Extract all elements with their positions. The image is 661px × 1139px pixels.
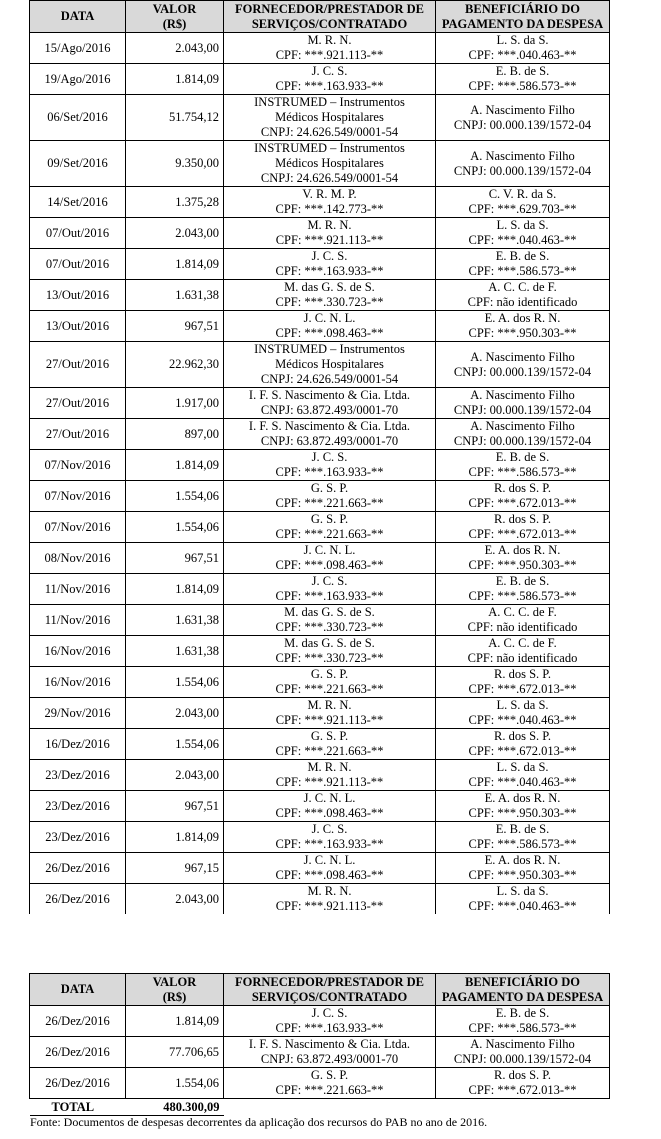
table-row: [30, 1068, 610, 1099]
row-beneficiary: [436, 64, 610, 95]
beneficiary-line: CPF: ***.040.463-**: [468, 775, 577, 789]
expenses-table-1: [29, 0, 610, 914]
row-value: 1.814,09: [126, 822, 224, 853]
beneficiary-line: CPF: ***.672.013-**: [468, 1083, 577, 1097]
row-beneficiary: [436, 698, 610, 729]
row-date: 26/Dez/2016: [30, 1037, 126, 1068]
row-value: 1.554,06: [126, 729, 224, 760]
row-beneficiary: [436, 95, 610, 141]
total-label: TOTAL: [30, 1099, 126, 1116]
supplier-line: J. C. N. L.: [303, 791, 356, 805]
header-value: VALOR (R$): [126, 974, 224, 1006]
beneficiary-line: CNPJ: 00.000.139/1572-04: [453, 163, 592, 178]
supplier-line: G. S. P.: [310, 512, 349, 526]
supplier-line: CPF: ***.221.663-**: [275, 527, 384, 541]
row-supplier: [224, 884, 436, 915]
total-row: [30, 1099, 610, 1116]
beneficiary-line: CPF: ***.586.573-**: [468, 79, 577, 93]
beneficiary-line: R. dos S. P.: [494, 667, 551, 681]
beneficiary-line: CPF: ***.040.463-**: [468, 48, 577, 62]
row-beneficiary: [436, 419, 610, 450]
row-date: 06/Set/2016: [30, 95, 126, 141]
supplier-line: CPF: ***.098.463-**: [275, 868, 384, 882]
supplier-line: CPF: ***.330.723-**: [275, 620, 384, 634]
supplier-line: CPF: ***.098.463-**: [275, 806, 384, 820]
table-row: [30, 481, 610, 512]
beneficiary-line: E. A. dos R. N.: [484, 853, 561, 867]
supplier-line: INSTRUMED – Instrumentos: [254, 342, 405, 356]
supplier-line: M. R. N.: [307, 698, 352, 712]
row-beneficiary: [436, 667, 610, 698]
table-row: [30, 698, 610, 729]
row-supplier: [224, 64, 436, 95]
row-value: 1.554,06: [126, 512, 224, 543]
row-beneficiary: [436, 249, 610, 280]
beneficiary-line: CPF: ***.672.013-**: [468, 496, 577, 510]
beneficiary-line: L. S. da S.: [496, 884, 549, 898]
row-date: 07/Nov/2016: [30, 481, 126, 512]
supplier-line: INSTRUMED – Instrumentos: [254, 95, 405, 109]
row-date: 11/Nov/2016: [30, 605, 126, 636]
source-note: Fonte: Documentos de despesas decorrentes da aplicação dos recursos do PAB no ano de 2016.: [30, 1115, 488, 1129]
supplier-line: J. C. N. L.: [303, 543, 356, 557]
header-row: [30, 974, 610, 1006]
supplier-line: J. C. N. L.: [303, 853, 356, 867]
row-date: 27/Out/2016: [30, 419, 126, 450]
supplier-line: CPF: ***.163.933-**: [275, 1021, 384, 1035]
supplier-line: CNPJ: 63.872.493/0001-70: [260, 1052, 399, 1066]
supplier-line: CNPJ: 24.626.549/0001-54: [260, 372, 399, 386]
row-beneficiary: [436, 760, 610, 791]
supplier-line: CPF: ***.163.933-**: [275, 79, 384, 93]
row-beneficiary: [436, 543, 610, 574]
table-row: [30, 33, 610, 64]
supplier-line: M. R. N.: [307, 884, 352, 898]
header-date: DATA: [30, 974, 126, 1006]
supplier-line: CPF: ***.330.723-**: [275, 295, 384, 309]
beneficiary-line: CNPJ: 00.000.139/1572-04: [453, 403, 592, 417]
row-value: 77.706,65: [126, 1037, 224, 1068]
table-row: [30, 512, 610, 543]
row-beneficiary: [436, 481, 610, 512]
row-beneficiary: [436, 450, 610, 481]
row-beneficiary: [436, 187, 610, 218]
row-date: 13/Out/2016: [30, 311, 126, 342]
row-date: 26/Dez/2016: [30, 1068, 126, 1099]
supplier-line: INSTRUMED – Instrumentos: [254, 141, 405, 155]
row-date: 13/Out/2016: [30, 280, 126, 311]
beneficiary-line: CPF: ***.950.303-**: [468, 326, 577, 340]
total-value: 480.300,09: [126, 1099, 224, 1116]
beneficiary-line: CPF: ***.672.013-**: [468, 744, 577, 758]
row-supplier: [224, 667, 436, 698]
beneficiary-line: R. dos S. P.: [494, 729, 551, 743]
row-date: 23/Dez/2016: [30, 791, 126, 822]
beneficiary-line: CPF: ***.586.573-**: [468, 837, 577, 851]
supplier-line: M. das G. S. de S.: [284, 636, 375, 650]
row-supplier: [224, 1006, 436, 1037]
row-value: 2.043,00: [126, 33, 224, 64]
table-row: [30, 342, 610, 388]
beneficiary-line: L. S. da S.: [496, 218, 549, 232]
row-date: 07/Out/2016: [30, 249, 126, 280]
beneficiary-line: E. B. de S.: [495, 64, 550, 78]
row-beneficiary: [436, 388, 610, 419]
table-row: [30, 791, 610, 822]
supplier-line: J. C. S.: [311, 64, 348, 78]
row-date: 23/Dez/2016: [30, 760, 126, 791]
row-date: 09/Set/2016: [30, 141, 126, 187]
supplier-line: J. C. S.: [311, 822, 348, 836]
row-date: 29/Nov/2016: [30, 698, 126, 729]
supplier-line: J. C. S.: [311, 574, 348, 588]
beneficiary-line: CPF: ***.586.573-**: [468, 1021, 577, 1035]
supplier-line: CPF: ***.221.663-**: [275, 682, 384, 696]
table-row: [30, 64, 610, 95]
row-beneficiary: [436, 605, 610, 636]
header-value: VALOR (R$): [126, 1, 224, 33]
row-beneficiary: [436, 218, 610, 249]
row-beneficiary: [436, 729, 610, 760]
table-row: [30, 1037, 610, 1068]
row-value: 897,00: [126, 419, 224, 450]
beneficiary-line: A. Nascimento Filho: [470, 419, 575, 433]
beneficiary-line: CPF: ***.950.303-**: [468, 558, 577, 572]
row-beneficiary: [436, 1006, 610, 1037]
header-date: DATA: [30, 1, 126, 33]
row-date: 19/Ago/2016: [30, 64, 126, 95]
beneficiary-line: CPF: ***.672.013-**: [468, 682, 577, 696]
table-row: [30, 1006, 610, 1037]
table-row: [30, 667, 610, 698]
row-value: 9.350,00: [126, 141, 224, 187]
beneficiary-line: E. B. de S.: [495, 574, 550, 588]
table-row: [30, 822, 610, 853]
supplier-line: Médicos Hospitalares: [275, 156, 384, 170]
total-empty-cell: [436, 1099, 610, 1116]
beneficiary-line: E. B. de S.: [495, 822, 550, 836]
beneficiary-line: E. B. de S.: [495, 249, 550, 263]
beneficiary-line: CPF: não identificado: [467, 651, 578, 665]
supplier-line: I. F. S. Nascimento & Cia. Ltda.: [248, 419, 411, 433]
supplier-line: M. das G. S. de S.: [284, 605, 375, 619]
beneficiary-line: L. S. da S.: [496, 698, 549, 712]
row-beneficiary: [436, 853, 610, 884]
supplier-line: CPF: ***.921.113-**: [275, 48, 384, 62]
row-beneficiary: [436, 574, 610, 605]
row-beneficiary: [436, 342, 610, 388]
beneficiary-line: CPF: não identificado: [467, 295, 578, 309]
beneficiary-line: R. dos S. P.: [494, 512, 551, 526]
row-supplier: [224, 388, 436, 419]
beneficiary-line: CPF: ***.950.303-**: [468, 868, 577, 882]
header-supplier: FORNECEDOR/PRESTADOR DE SERVIÇOS/CONTRATADO: [224, 1, 436, 33]
row-supplier: [224, 249, 436, 280]
row-date: 15/Ago/2016: [30, 33, 126, 64]
supplier-line: M. R. N.: [307, 218, 352, 232]
supplier-line: CPF: ***.921.113-**: [275, 775, 384, 789]
row-value: 1.814,09: [126, 249, 224, 280]
supplier-line: CPF: ***.921.113-**: [275, 713, 384, 727]
beneficiary-line: A. Nascimento Filho: [470, 102, 575, 117]
supplier-line: CPF: ***.163.933-**: [275, 589, 384, 603]
table-row: [30, 187, 610, 218]
row-date: 16/Dez/2016: [30, 729, 126, 760]
table-row: [30, 760, 610, 791]
supplier-line: J. C. S.: [311, 1006, 348, 1020]
supplier-line: CPF: ***.330.723-**: [275, 651, 384, 665]
row-date: 27/Out/2016: [30, 342, 126, 388]
row-beneficiary: [436, 512, 610, 543]
total-empty-cell: [224, 1099, 436, 1116]
supplier-line: J. C. N. L.: [303, 311, 356, 325]
beneficiary-line: CNPJ: 00.000.139/1572-04: [453, 1052, 592, 1066]
supplier-line: M. das G. S. de S.: [284, 280, 375, 294]
supplier-line: CPF: ***.221.663-**: [275, 496, 384, 510]
supplier-line: CPF: ***.163.933-**: [275, 264, 384, 278]
row-beneficiary: [436, 280, 610, 311]
row-supplier: [224, 311, 436, 342]
supplier-line: I. F. S. Nascimento & Cia. Ltda.: [248, 388, 411, 402]
supplier-line: CPF: ***.221.663-**: [275, 744, 384, 758]
table-row: [30, 574, 610, 605]
beneficiary-line: A. C. C. de F.: [488, 636, 557, 650]
beneficiary-line: E. A. dos R. N.: [484, 791, 561, 805]
table-row: [30, 311, 610, 342]
beneficiary-line: R. dos S. P.: [494, 481, 551, 495]
row-beneficiary: [436, 311, 610, 342]
supplier-line: Médicos Hospitalares: [275, 357, 384, 371]
beneficiary-line: L. S. da S.: [496, 33, 549, 47]
row-beneficiary: [436, 884, 610, 915]
supplier-line: CPF: ***.221.663-**: [275, 1083, 384, 1097]
table-row: [30, 419, 610, 450]
row-supplier: [224, 218, 436, 249]
row-value: 2.043,00: [126, 760, 224, 791]
row-supplier: [224, 33, 436, 64]
header-beneficiary: BENEFICIÁRIO DO PAGAMENTO DA DESPESA: [436, 974, 610, 1006]
row-value: 1.814,09: [126, 574, 224, 605]
table-row: [30, 605, 610, 636]
row-value: 2.043,00: [126, 884, 224, 915]
row-value: 1.554,06: [126, 481, 224, 512]
row-supplier: [224, 574, 436, 605]
beneficiary-line: CPF: não identificado: [467, 620, 578, 634]
supplier-line: V. R. M. P.: [302, 187, 357, 201]
row-supplier: [224, 636, 436, 667]
row-value: 967,15: [126, 853, 224, 884]
table-row: [30, 249, 610, 280]
row-value: 1.631,38: [126, 605, 224, 636]
row-supplier: [224, 1068, 436, 1099]
supplier-line: CNPJ: 24.626.549/0001-54: [260, 171, 399, 185]
row-date: 08/Nov/2016: [30, 543, 126, 574]
row-supplier: [224, 280, 436, 311]
row-value: 22.962,30: [126, 342, 224, 388]
row-date: 11/Nov/2016: [30, 574, 126, 605]
table-row: [30, 636, 610, 667]
row-beneficiary: [436, 1068, 610, 1099]
beneficiary-line: C. V. R. da S.: [488, 187, 557, 201]
beneficiary-line: CNPJ: 00.000.139/1572-04: [453, 117, 592, 132]
row-date: 07/Out/2016: [30, 218, 126, 249]
supplier-line: CPF: ***.921.113-**: [275, 233, 384, 247]
row-date: 26/Dez/2016: [30, 884, 126, 915]
row-value: 2.043,00: [126, 218, 224, 249]
beneficiary-line: A. C. C. de F.: [488, 280, 557, 294]
beneficiary-line: A. Nascimento Filho: [470, 349, 575, 364]
beneficiary-line: E. A. dos R. N.: [484, 543, 561, 557]
row-value: 1.917,00: [126, 388, 224, 419]
supplier-line: CPF: ***.163.933-**: [275, 837, 384, 851]
row-date: 23/Dez/2016: [30, 822, 126, 853]
supplier-line: Médicos Hospitalares: [275, 110, 384, 124]
beneficiary-line: CPF: ***.040.463-**: [468, 233, 577, 247]
row-date: 16/Nov/2016: [30, 636, 126, 667]
row-supplier: [224, 481, 436, 512]
supplier-line: CPF: ***.098.463-**: [275, 326, 384, 340]
row-value: 1.631,38: [126, 636, 224, 667]
row-supplier: [224, 419, 436, 450]
row-supplier: [224, 698, 436, 729]
table-row: [30, 95, 610, 141]
row-value: 1.814,09: [126, 64, 224, 95]
row-supplier: [224, 853, 436, 884]
row-supplier: [224, 141, 436, 187]
row-value: 967,51: [126, 791, 224, 822]
row-value: 2.043,00: [126, 698, 224, 729]
supplier-line: J. C. S.: [311, 450, 348, 464]
beneficiary-line: CPF: ***.586.573-**: [468, 264, 577, 278]
table-row: [30, 543, 610, 574]
beneficiary-line: E. A. dos R. N.: [484, 311, 561, 325]
beneficiary-line: A. Nascimento Filho: [470, 1037, 575, 1051]
row-supplier: [224, 729, 436, 760]
row-value: 1.631,38: [126, 280, 224, 311]
header-beneficiary: BENEFICIÁRIO DO PAGAMENTO DA DESPESA: [436, 1, 610, 33]
row-supplier: [224, 605, 436, 636]
beneficiary-line: CPF: ***.586.573-**: [468, 465, 577, 479]
supplier-line: CNPJ: 63.872.493/0001-70: [260, 403, 399, 417]
supplier-line: M. R. N.: [307, 760, 352, 774]
row-date: 07/Nov/2016: [30, 450, 126, 481]
beneficiary-line: CPF: ***.950.303-**: [468, 806, 577, 820]
row-value: 1.554,06: [126, 667, 224, 698]
beneficiary-line: A. Nascimento Filho: [470, 388, 575, 402]
row-beneficiary: [436, 791, 610, 822]
supplier-line: J. C. S.: [311, 249, 348, 263]
beneficiary-line: A. Nascimento Filho: [470, 148, 575, 163]
supplier-line: G. S. P.: [310, 1068, 349, 1082]
supplier-line: G. S. P.: [310, 481, 349, 495]
row-supplier: [224, 187, 436, 218]
row-date: 16/Nov/2016: [30, 667, 126, 698]
row-beneficiary: [436, 822, 610, 853]
table-row: [30, 388, 610, 419]
beneficiary-line: E. B. de S.: [495, 450, 550, 464]
header-supplier: FORNECEDOR/PRESTADOR DE SERVIÇOS/CONTRATADO: [224, 974, 436, 1006]
table-row: [30, 218, 610, 249]
row-value: 51.754,12: [126, 95, 224, 141]
table-row: [30, 729, 610, 760]
supplier-line: CNPJ: 63.872.493/0001-70: [260, 434, 399, 448]
row-supplier: [224, 512, 436, 543]
row-supplier: [224, 450, 436, 481]
beneficiary-line: R. dos S. P.: [494, 1068, 551, 1082]
beneficiary-line: CNPJ: 00.000.139/1572-04: [453, 434, 592, 448]
row-beneficiary: [436, 1037, 610, 1068]
supplier-line: G. S. P.: [310, 667, 349, 681]
row-value: 1.375,28: [126, 187, 224, 218]
row-value: 1.554,06: [126, 1068, 224, 1099]
beneficiary-line: L. S. da S.: [496, 760, 549, 774]
row-date: 07/Nov/2016: [30, 512, 126, 543]
beneficiary-line: CPF: ***.040.463-**: [468, 713, 577, 727]
row-value: 1.814,09: [126, 450, 224, 481]
beneficiary-line: CPF: ***.672.013-**: [468, 527, 577, 541]
beneficiary-line: CPF: ***.040.463-**: [468, 899, 577, 913]
table-row: [30, 884, 610, 915]
row-supplier: [224, 760, 436, 791]
beneficiary-line: A. C. C. de F.: [488, 605, 557, 619]
row-beneficiary: [436, 636, 610, 667]
supplier-line: CPF: ***.098.463-**: [275, 558, 384, 572]
supplier-line: CPF: ***.921.113-**: [275, 899, 384, 913]
table-row: [30, 853, 610, 884]
beneficiary-line: E. B. de S.: [495, 1006, 550, 1020]
row-value: 967,51: [126, 543, 224, 574]
table-row: [30, 450, 610, 481]
supplier-line: CPF: ***.163.933-**: [275, 465, 384, 479]
expenses-table-2: [29, 973, 610, 1116]
beneficiary-line: CNPJ: 00.000.139/1572-04: [453, 364, 592, 379]
row-date: 14/Set/2016: [30, 187, 126, 218]
row-beneficiary: [436, 33, 610, 64]
row-supplier: [224, 543, 436, 574]
row-date: 26/Dez/2016: [30, 1006, 126, 1037]
row-value: 1.814,09: [126, 1006, 224, 1037]
row-supplier: [224, 822, 436, 853]
supplier-line: CNPJ: 24.626.549/0001-54: [260, 125, 399, 139]
row-supplier: [224, 95, 436, 141]
supplier-line: M. R. N.: [307, 33, 352, 47]
header-row: [30, 1, 610, 33]
row-date: 27/Out/2016: [30, 388, 126, 419]
table-row: [30, 141, 610, 187]
row-value: 967,51: [126, 311, 224, 342]
beneficiary-line: CPF: ***.586.573-**: [468, 589, 577, 603]
supplier-line: I. F. S. Nascimento & Cia. Ltda.: [248, 1037, 411, 1051]
supplier-line: CPF: ***.142.773-**: [275, 202, 384, 216]
row-beneficiary: [436, 141, 610, 187]
beneficiary-line: CPF: ***.629.703-**: [468, 202, 577, 216]
supplier-line: G. S. P.: [310, 729, 349, 743]
row-date: 26/Dez/2016: [30, 853, 126, 884]
table-row: [30, 280, 610, 311]
row-supplier: [224, 342, 436, 388]
row-supplier: [224, 1037, 436, 1068]
row-supplier: [224, 791, 436, 822]
